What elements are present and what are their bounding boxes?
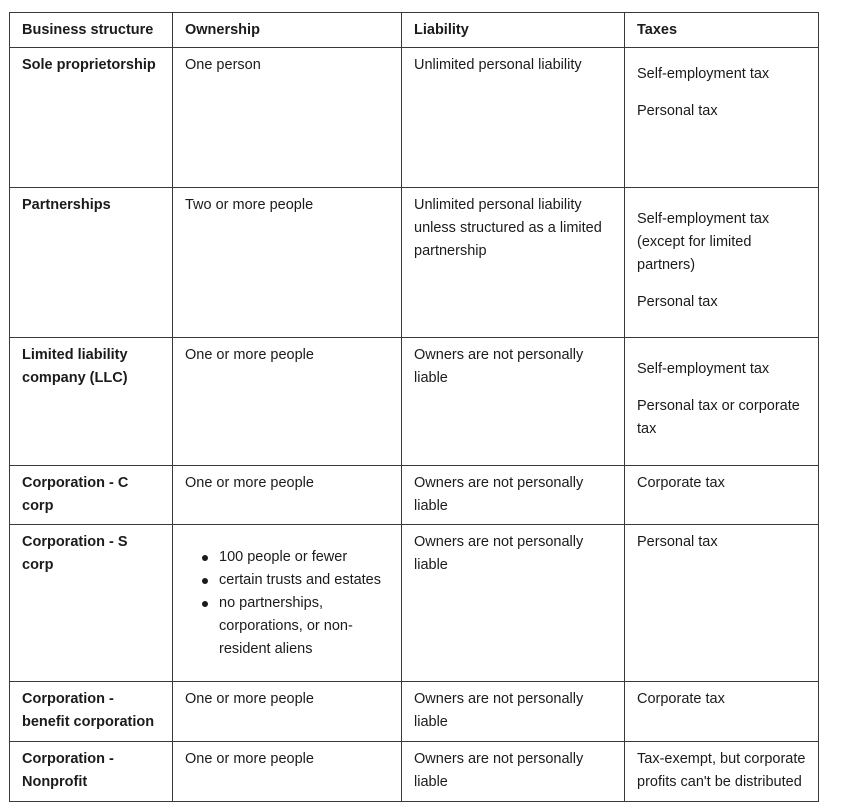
taxes-cell: Corporate tax bbox=[625, 682, 819, 742]
tax-item: Personal tax bbox=[637, 103, 718, 119]
ownership-cell: One or more people bbox=[173, 742, 402, 802]
tax-item: Self-employment tax bbox=[637, 361, 770, 377]
list-item: no partnerships, corporations, or non-resident aliens bbox=[219, 592, 389, 661]
liability-cell: Owners are not personally liable bbox=[402, 742, 625, 802]
structure-cell: Corporation - S corp bbox=[10, 525, 173, 682]
ownership-list bbox=[185, 546, 389, 661]
table-row bbox=[10, 466, 819, 525]
structure-cell: Sole proprietorship bbox=[10, 48, 173, 188]
taxes-cell: Corporate tax bbox=[625, 466, 819, 525]
header-liability: Liability bbox=[402, 13, 625, 48]
liability-cell: Owners are not personally liable bbox=[402, 525, 625, 682]
taxes-cell: Tax-exempt, but corporate profits can't be distributed bbox=[625, 742, 819, 802]
list-item: 100 people or fewer bbox=[219, 546, 389, 569]
structure-cell: Corporation - Nonprofit bbox=[10, 742, 173, 802]
taxes-cell bbox=[625, 188, 819, 338]
structure-cell: Partnerships bbox=[10, 188, 173, 338]
liability-cell: Owners are not personally liable bbox=[402, 338, 625, 466]
table-row bbox=[10, 188, 819, 338]
header-ownership: Ownership bbox=[173, 13, 402, 48]
tax-item: Personal tax or corporate tax bbox=[637, 398, 800, 437]
taxes-cell bbox=[625, 48, 819, 188]
header-business-structure: Business structure bbox=[10, 13, 173, 48]
structure-cell: Corporation - benefit corporation bbox=[10, 682, 173, 742]
ownership-cell: Two or more people bbox=[173, 188, 402, 338]
ownership-cell: One or more people bbox=[173, 682, 402, 742]
liability-cell: Unlimited personal liability bbox=[402, 48, 625, 188]
ownership-cell: One or more people bbox=[173, 466, 402, 525]
structure-cell: Limited liability company (LLC) bbox=[10, 338, 173, 466]
liability-cell: Owners are not personally liable bbox=[402, 466, 625, 525]
header-taxes: Taxes bbox=[625, 13, 819, 48]
taxes-cell: Personal tax bbox=[625, 525, 819, 682]
liability-cell: Owners are not personally liable bbox=[402, 682, 625, 742]
ownership-cell: One person bbox=[173, 48, 402, 188]
liability-cell: Unlimited personal liability unless structured as a limited partnership bbox=[402, 188, 625, 338]
taxes-cell bbox=[625, 338, 819, 466]
table-row bbox=[10, 525, 819, 682]
tax-item: Self-employment tax bbox=[637, 66, 770, 82]
business-structure-table bbox=[9, 12, 819, 802]
list-item: certain trusts and estates bbox=[219, 569, 389, 592]
table-row bbox=[10, 48, 819, 188]
ownership-cell bbox=[173, 525, 402, 682]
table-row bbox=[10, 682, 819, 742]
ownership-cell: One or more people bbox=[173, 338, 402, 466]
table-row bbox=[10, 742, 819, 802]
table-row bbox=[10, 338, 819, 466]
tax-item: Self-employment tax (except for limited partners) bbox=[637, 211, 770, 273]
header-row bbox=[10, 13, 819, 48]
tax-item: Personal tax bbox=[637, 294, 718, 310]
structure-cell: Corporation - C corp bbox=[10, 466, 173, 525]
